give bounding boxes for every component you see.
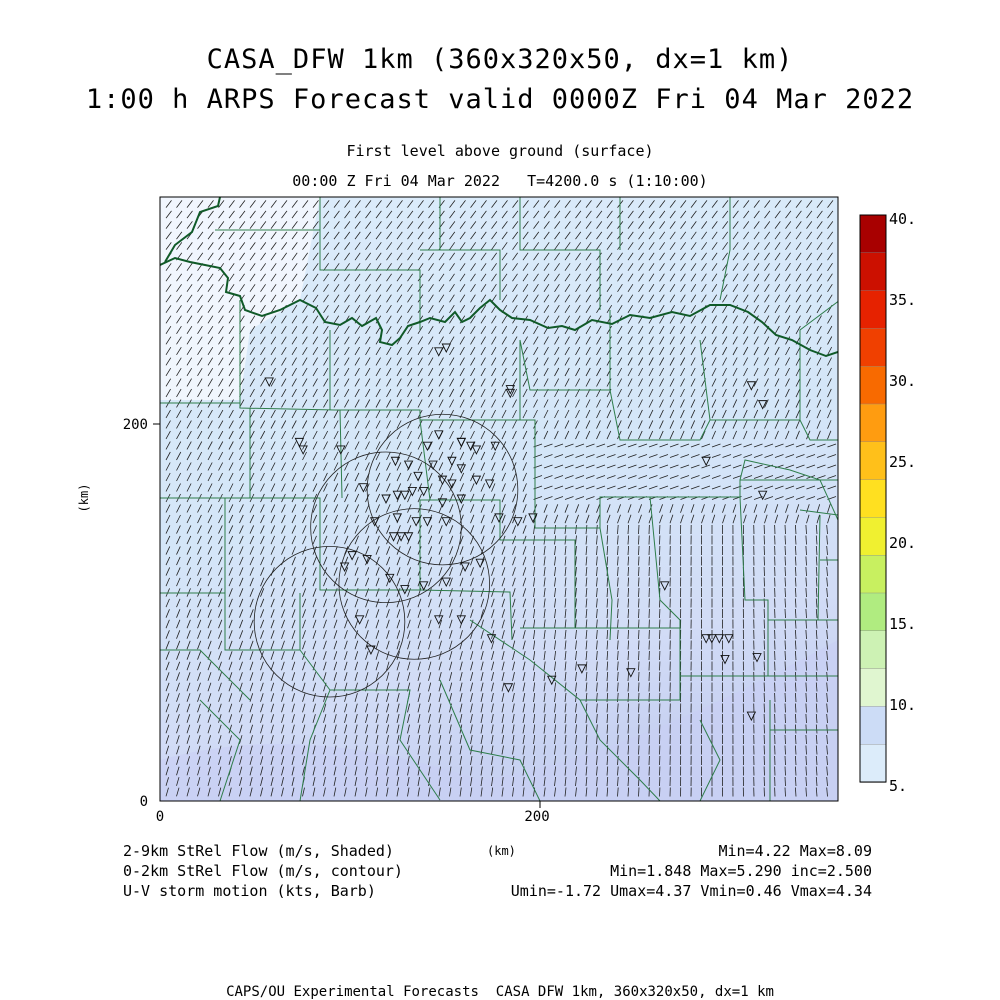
wind-barb [785, 557, 786, 566]
wind-barb [639, 651, 640, 660]
colorbar-segment [860, 404, 886, 442]
colorbar-label-15: 15. [889, 615, 917, 633]
colorbar-label-40: 40. [889, 210, 917, 228]
wind-barb [785, 630, 786, 639]
wind-barb [785, 599, 786, 608]
wind-barb [785, 536, 786, 545]
wind-barb [785, 588, 786, 597]
wind-barb [639, 641, 640, 650]
wind-barb [785, 525, 786, 534]
wind-barb [639, 525, 640, 534]
wind-barb [785, 683, 786, 692]
wind-barb [639, 599, 640, 608]
wind-barb [785, 662, 786, 671]
y-tick-label-0: 0 [139, 794, 148, 810]
wind-barb [785, 777, 786, 786]
colorbar-label-25: 25. [889, 453, 917, 471]
colorbar-segment [860, 291, 886, 329]
wind-barb [639, 557, 640, 566]
colorbar-label-10: 10. [889, 696, 917, 714]
subtitle-time: 00:00 Z Fri 04 Mar 2022 T=4200.0 s (1:10:00) [292, 172, 708, 190]
x-tick-label-0: 0 [155, 809, 165, 825]
colorbar [860, 215, 886, 783]
colorbar-labels [889, 210, 916, 795]
wind-barb [785, 641, 786, 650]
wind-barb [785, 620, 786, 629]
wind-barb [639, 714, 640, 723]
legend-shaded: 2-9km StRel Flow (m/s, Shaded) [123, 842, 394, 860]
colorbar-segment [860, 366, 886, 404]
wind-barb [639, 746, 640, 755]
title-line-2: 1:00 h ARPS Forecast valid 0000Z Fri 04 Mar 2022 [85, 84, 915, 115]
colorbar-segment [860, 631, 886, 669]
wind-barb [639, 788, 640, 797]
wind-barb [785, 735, 786, 744]
legend-barb: U-V storm motion (kts, Barb) [123, 882, 376, 900]
wind-barb [785, 746, 786, 755]
wind-barb [785, 788, 786, 797]
wind-barb [785, 704, 786, 713]
wind-barb [785, 714, 786, 723]
wind-barb [785, 578, 786, 587]
wind-barb [785, 567, 786, 576]
wind-barb [639, 536, 640, 545]
colorbar-segment [860, 593, 886, 631]
wind-barb [785, 767, 786, 776]
wind-barb [639, 735, 640, 744]
colorbar-segment [860, 669, 886, 707]
title-line-1: CASA_DFW 1km (360x320x50, dx=1 km) [206, 44, 794, 75]
wind-barb [785, 756, 786, 765]
subtitle-level: First level above ground (surface) [346, 142, 654, 160]
legend-contour-range: Min=1.848 Max=5.290 inc=2.500 [610, 862, 872, 880]
wind-barb [785, 609, 786, 618]
footer-credit: CAPS/OU Experimental Forecasts CASA DFW 1km, 360x320x50, dx=1 km [226, 984, 774, 1000]
wind-barb [785, 725, 786, 734]
legend-shaded-range: Min=4.22 Max=8.09 [718, 842, 872, 860]
wind-barb [639, 630, 640, 639]
wind-barb [639, 578, 640, 587]
wind-barb [639, 662, 640, 671]
colorbar-segment [860, 517, 886, 555]
wind-barb [639, 588, 640, 597]
wind-barb [639, 567, 640, 576]
x-axis-label: (km) [487, 844, 516, 858]
colorbar-segment [860, 706, 886, 744]
colorbar-segment [860, 555, 886, 593]
wind-barb [639, 725, 640, 734]
y-tick-label-200: 200 [122, 417, 148, 433]
wind-barb [639, 756, 640, 765]
colorbar-label-35: 35. [889, 291, 917, 309]
wind-barb [639, 704, 640, 713]
colorbar-segment [860, 744, 886, 782]
x-tick-label-200: 200 [524, 809, 550, 825]
colorbar-segment [860, 442, 886, 480]
wind-barb [639, 683, 640, 692]
colorbar-label-20: 20. [889, 534, 917, 552]
wind-barb [785, 546, 786, 555]
colorbar-label-5: 5. [889, 777, 908, 795]
wind-barb [785, 651, 786, 660]
wind-barb [639, 672, 640, 681]
colorbar-label-30: 30. [889, 372, 917, 390]
wind-barb [639, 620, 640, 629]
y-axis-label: (km) [77, 483, 91, 513]
colorbar-segment [860, 328, 886, 366]
wind-barb [639, 546, 640, 555]
colorbar-segment [860, 480, 886, 518]
wind-barb [639, 767, 640, 776]
wind-barb [785, 693, 786, 702]
wind-barb [639, 693, 640, 702]
colorbar-segment [860, 215, 886, 253]
wind-barb [639, 609, 640, 618]
colorbar-segment [860, 253, 886, 291]
legend-barb-range: Umin=-1.72 Umax=4.37 Vmin=0.46 Vmax=4.34 [510, 882, 872, 900]
legend-contour: 0-2km StRel Flow (m/s, contour) [123, 862, 403, 880]
